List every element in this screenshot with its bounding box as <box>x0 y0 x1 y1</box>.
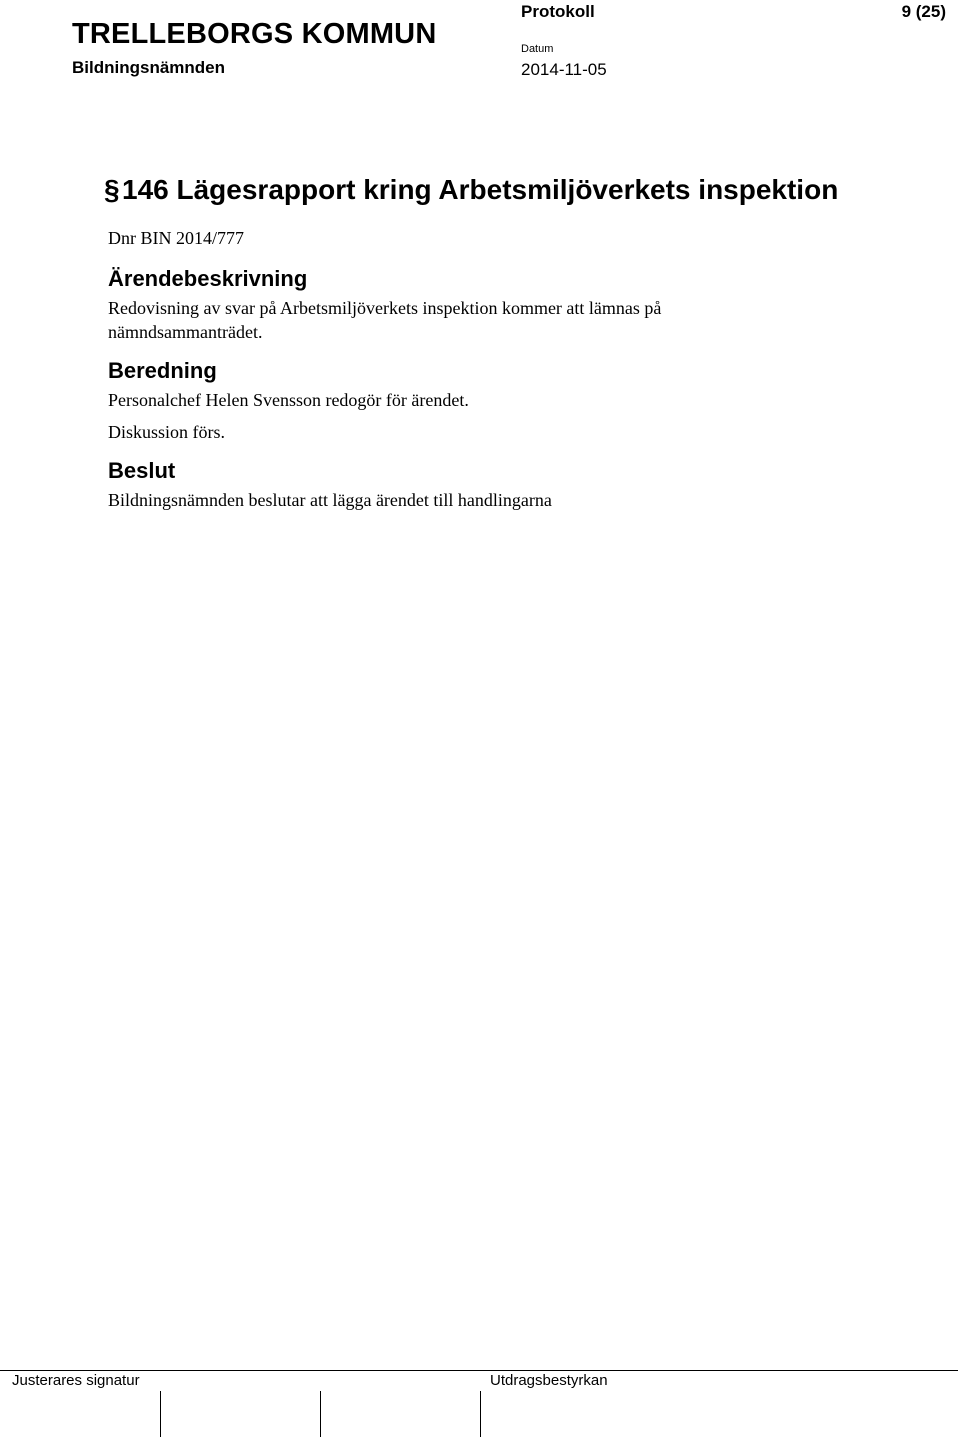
beslut-heading: Beslut <box>108 458 176 483</box>
signature-label: Justerares signatur <box>12 1372 140 1389</box>
signature-box-divider <box>160 1391 161 1437</box>
signature-box-divider <box>320 1391 321 1437</box>
arendebeskrivning-text: Redovisning av svar på Arbetsmiljöverkets inspektion kommer att lämnas på nämndsammanträdet. <box>108 298 662 342</box>
paragraph-sign: § <box>104 174 120 205</box>
beredning-heading: Beredning <box>108 358 217 383</box>
certification-label: Utdragsbestyrkan <box>490 1372 608 1389</box>
beslut-text: Bildningsnämnden beslutar att lägga ärendet till handlingarna <box>108 490 552 510</box>
date-value: 2014-11-05 <box>521 60 607 79</box>
signature-box-divider <box>480 1391 481 1437</box>
committee-name: Bildningsnämnden <box>72 58 225 77</box>
section-title <box>104 170 908 210</box>
footer-divider-right <box>480 1370 958 1371</box>
organization-name: TRELLEBORGS KOMMUN <box>72 18 437 50</box>
discussion-text: Diskussion förs. <box>108 422 226 442</box>
section-title-text: 146 Lägesrapport kring Arbetsmiljöverkets inspektion <box>122 174 839 205</box>
page-number: 9 (25) <box>901 2 946 21</box>
date-label: Datum <box>521 43 554 55</box>
document-body <box>104 170 908 524</box>
document-type: Protokoll <box>521 2 595 21</box>
diary-number: Dnr BIN 2014/777 <box>108 228 244 248</box>
arendebeskrivning-heading: Ärendebeskrivning <box>108 266 308 291</box>
footer-divider-left <box>0 1370 480 1371</box>
beredning-text: Personalchef Helen Svensson redogör för ärendet. <box>108 390 469 410</box>
